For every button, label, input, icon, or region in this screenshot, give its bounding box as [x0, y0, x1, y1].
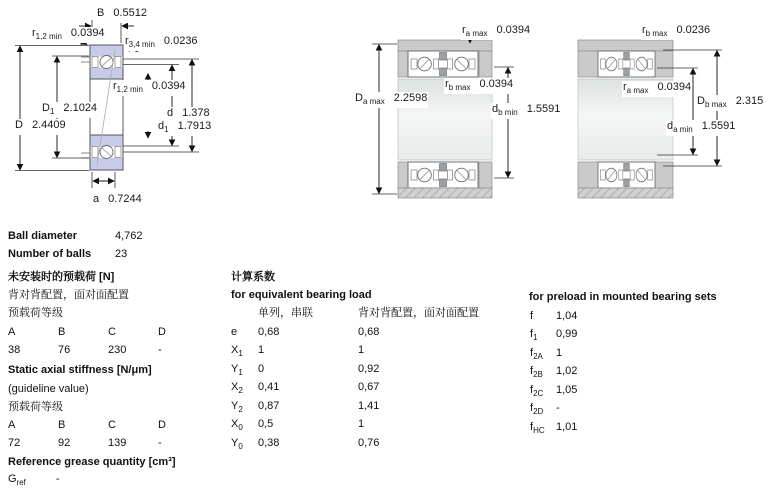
factor-row-f2d: $f_{2D}$ -	[530, 402, 560, 416]
calc-row-x1: $X_1$ 1 1	[231, 344, 365, 358]
dim-ra-max-mid: $r_{a max}$ 0.0394	[462, 24, 531, 38]
dim-D1: $D_1$ 2.1024	[42, 102, 98, 116]
dim-d: d 1.378	[166, 107, 211, 123]
calc-row-x2: $X_2$ 0,41 0,67	[231, 381, 380, 395]
right-mounting-diagram	[578, 40, 722, 198]
stiffness-table-headers: A B C D	[8, 419, 166, 431]
preload-table-title: 未安装时的预载荷 [N]	[8, 271, 115, 283]
ball-diameter-value: 4,762	[115, 230, 143, 242]
factor-row-f2a: $f_{2A}$ 1	[530, 347, 563, 361]
factor-row-f1: $f_1$ 0,99	[530, 328, 578, 342]
calc-row-y2: $Y_2$ 0,87 1,41	[231, 400, 380, 414]
factor-row-f2c: $f_{2C}$ 1,05	[530, 384, 578, 398]
factor-row-f2b: $f_{2B}$ 1,02	[530, 365, 578, 379]
calc-col2-header: 背对背配置，面对面配置	[358, 307, 479, 319]
preload-factors-title: for preload in mounted bearing sets	[529, 291, 717, 303]
dim-Da-max: $D_{a max}$ 2.2598	[355, 92, 428, 106]
calc-col1-header: 单列，串联	[258, 307, 313, 319]
dim-d1: $d_1$ 1.7913	[158, 120, 212, 134]
factor-row-fhc: $f_{HC}$ 1,01	[530, 421, 578, 435]
dim-D: D 2.4409	[14, 119, 67, 135]
dim-Db-max: $D_{b max}$ 2.315	[697, 95, 764, 109]
preload-table-values: 38 76 230 -	[8, 344, 162, 356]
calc-row-x0: $X_0$ 0,5 1	[231, 418, 365, 432]
calc-factors-title: 计算系数	[231, 271, 275, 283]
dim-r34-min: $r_{3,4 min}$ 0.0236	[125, 35, 198, 49]
grease-row: $G_{ref}$ -	[8, 473, 60, 487]
dim-rb-max-right: $r_{b max}$ 0.0236	[642, 24, 711, 38]
calc-row-e: e 0,68 0,68	[231, 326, 380, 338]
factor-row-f: f 1,04	[530, 310, 578, 322]
stiffness-table-title: Static axial stiffness [N/μm]	[8, 364, 152, 376]
preload-table-subtitle: 背对背配置，面对面配置	[8, 289, 129, 301]
grease-title: Reference grease quantity [cm³]	[8, 456, 176, 468]
dim-db-min: $d_{b min}$ 1.5591	[492, 103, 561, 117]
calc-factors-subtitle: for equivalent bearing load	[231, 289, 372, 301]
dim-da-min: $d_{a min}$ 1.5591	[667, 120, 736, 134]
preload-table-headers: A B C D	[8, 326, 166, 338]
stiffness-table-subtitle: (guideline value)	[8, 383, 89, 395]
number-of-balls-value: 23	[115, 248, 128, 260]
dim-a: a 0.7244	[92, 193, 143, 209]
calc-row-y0: $Y_0$ 0,38 0,76	[231, 437, 380, 451]
stiffness-class-label: 预载荷等级	[8, 401, 63, 413]
calc-row-y1: $Y_1$ 0 0,92	[231, 363, 380, 377]
stiffness-table-values: 72 92 139 -	[8, 437, 162, 449]
dim-r12-min-top: $r_{1,2 min}$ 0.0394	[32, 27, 105, 41]
dim-ra-max-right: $r_{a max}$ 0.0394	[623, 81, 692, 95]
number-of-balls-label: Number of balls	[8, 248, 92, 260]
preload-class-label: 预载荷等级	[8, 307, 63, 319]
ball-diameter-label: Ball diameter	[8, 230, 78, 242]
dim-B: B 0.5512	[96, 7, 148, 23]
dim-r12-min-inner: $r_{1,2 min}$ 0.0394	[113, 80, 186, 94]
dim-rb-max-mid: $r_{b max}$ 0.0394	[445, 78, 514, 92]
